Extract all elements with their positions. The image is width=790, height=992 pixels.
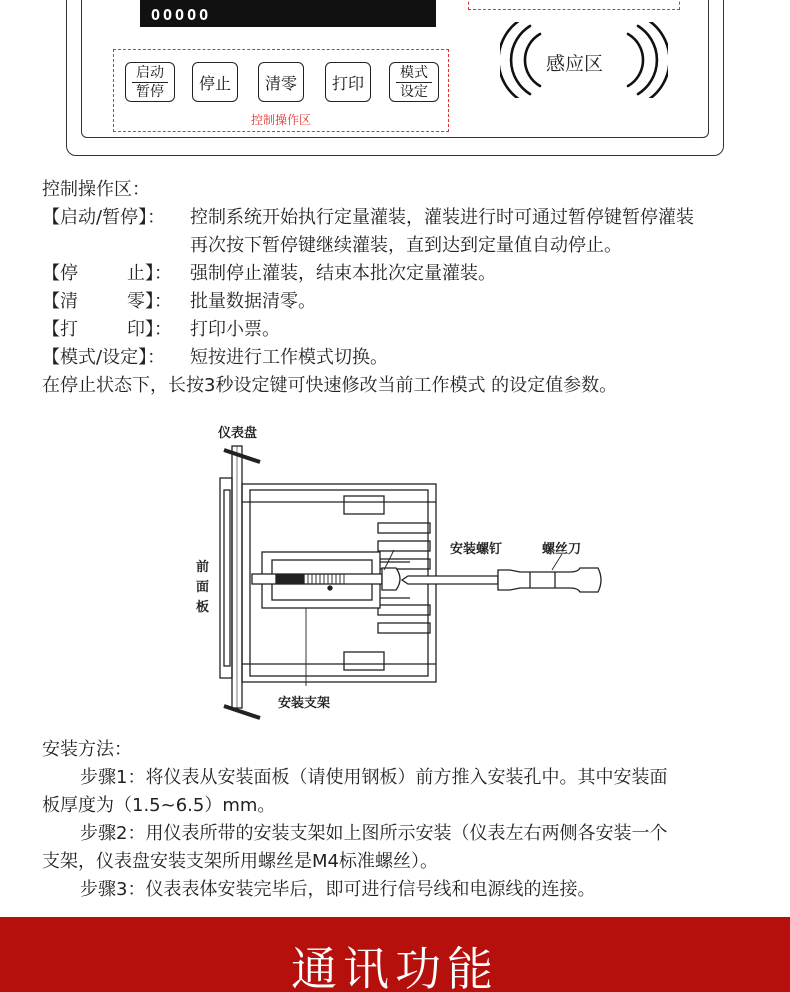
lcd-digits: OOOOO xyxy=(151,6,212,24)
stop-key[interactable] xyxy=(192,62,238,102)
control-zone-label: 控制操作区 xyxy=(250,113,311,127)
mounting-screw-label: 安装螺钉 xyxy=(450,542,503,557)
sensing-area[interactable] xyxy=(500,22,668,98)
install-step1-line2: 板厚度为（1.5~6.5）mm。 xyxy=(42,795,276,816)
section-banner-title: 通讯功能 xyxy=(291,942,499,992)
start-key-desc-1: 控制系统开始执行定量灌装，灌装进行时可通过暂停键暂停灌装 xyxy=(190,207,694,228)
set-key-label: 设定 xyxy=(400,83,428,100)
screwdriver-label: 螺丝刀 xyxy=(542,542,582,557)
clear-key-label: 清零 xyxy=(264,73,297,93)
install-step3: 步骤3：仪表表体安装完毕后，即可进行信号线和电源线的连接。 xyxy=(80,879,596,900)
section-banner xyxy=(0,917,790,992)
stop-key-desc: 强制停止灌装，结束本批次定量灌装。 xyxy=(190,263,496,284)
front-panel-label-2: 面 xyxy=(196,580,210,595)
instrument-panel-label: 仪表盘 xyxy=(218,426,258,441)
install-heading: 安装方法： xyxy=(42,739,132,760)
mounting-bracket-label: 安装支架 xyxy=(278,696,331,711)
start-key-title: 【启动/暂停】： xyxy=(42,207,166,228)
print-key-title-open: 【打 xyxy=(42,319,78,340)
mode-key-label: 模式 xyxy=(400,64,428,81)
pause-key-label: 暂停 xyxy=(136,83,164,100)
clear-key-desc: 批量数据清零。 xyxy=(190,291,316,312)
stop-key-title-open: 【停 xyxy=(42,263,78,284)
mode-set-key[interactable] xyxy=(389,62,439,102)
install-step2-line1: 步骤2：用仪表所带的安装支架如上图所示安装（仪表左右两侧各安装一个 xyxy=(80,823,668,844)
stop-key-label: 停止 xyxy=(198,73,231,93)
clear-key-title-close: 零】： xyxy=(127,291,172,312)
front-panel-label-1: 前 xyxy=(196,560,210,575)
installation-drawing xyxy=(180,410,620,740)
print-key-title-close: 印】： xyxy=(127,319,172,340)
control-heading: 控制操作区： xyxy=(42,179,150,200)
sensing-area-label: 感应区 xyxy=(546,53,604,75)
mode-key-title: 【模式/设定】： xyxy=(42,347,166,368)
setting-zone xyxy=(468,0,680,10)
print-key-label: 打印 xyxy=(331,73,364,93)
install-step1-line1: 步骤1：将仪表从安装面板（请使用钢板）前方推入安装孔中。其中安装面 xyxy=(80,767,668,788)
start-pause-key[interactable] xyxy=(125,62,175,102)
print-key[interactable] xyxy=(325,62,371,102)
stop-key-title-close: 止】： xyxy=(127,263,172,284)
install-step2-line2: 支架，仪表盘安装支架所用螺丝是M4标准螺丝）。 xyxy=(42,851,438,872)
start-key-desc-2: 再次按下暂停键继续灌装，直到达到定量值自动停止。 xyxy=(190,235,622,256)
key-divider xyxy=(132,82,168,83)
installation-diagram xyxy=(180,410,620,740)
front-panel-label-3: 板 xyxy=(196,600,210,615)
long-press-note: 在停止状态下，长按3秒设定键可快速修改当前工作模式 的设定值参数。 xyxy=(42,375,618,396)
clear-key[interactable] xyxy=(258,62,304,102)
lcd-display xyxy=(140,0,436,27)
start-key-label: 启动 xyxy=(136,64,164,81)
mode-key-desc: 短按进行工作模式切换。 xyxy=(190,347,388,368)
clear-key-title-open: 【清 xyxy=(42,291,78,312)
print-key-desc: 打印小票。 xyxy=(190,319,280,340)
key-divider xyxy=(396,82,432,83)
